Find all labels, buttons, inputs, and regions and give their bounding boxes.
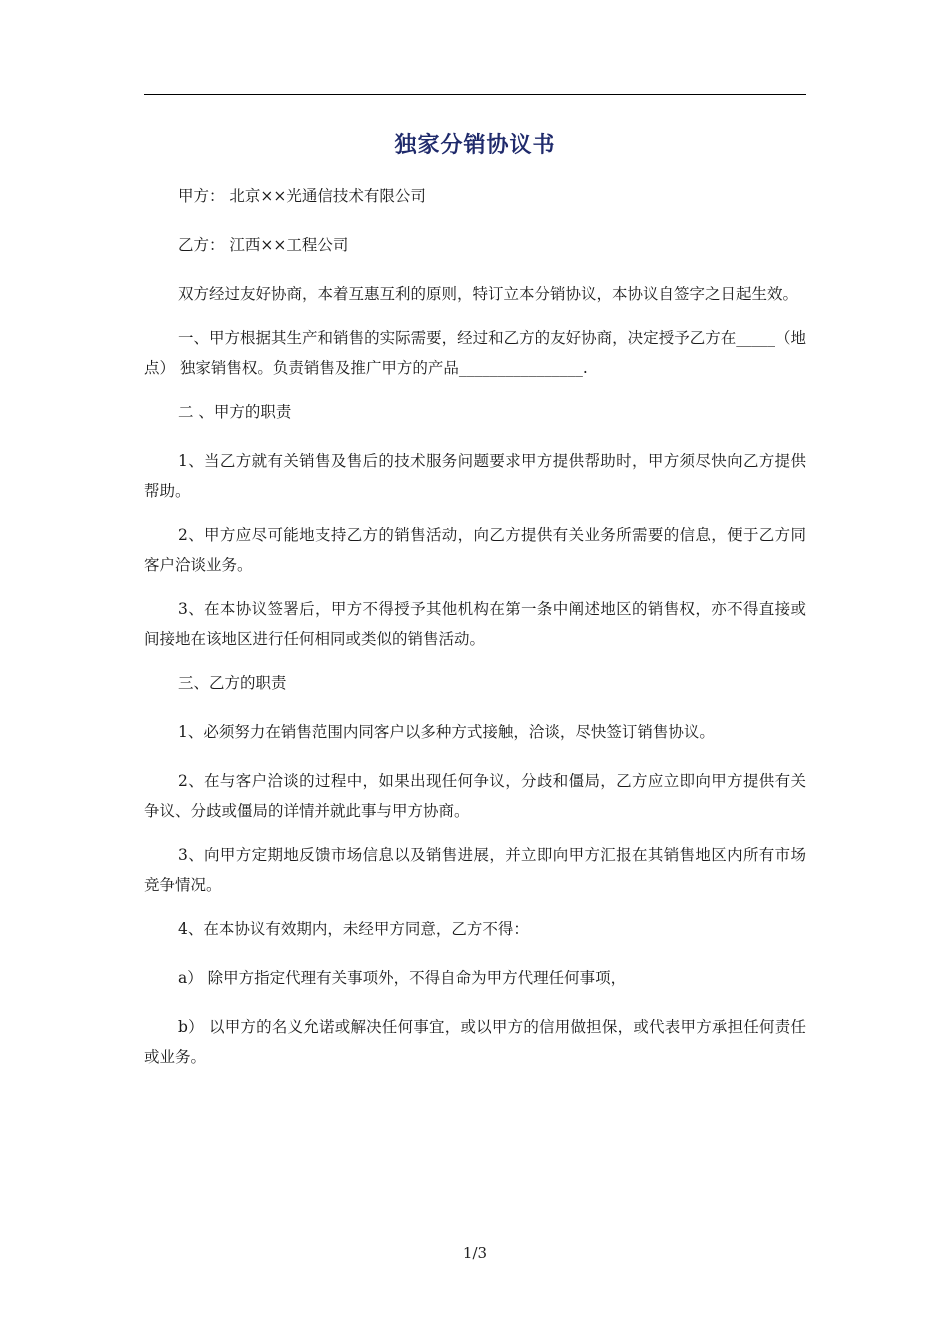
section-2-heading: 二 、甲方的职责 [178,403,292,421]
preamble-paragraph: 双方经过友好协商，本着互惠互利的原则，特订立本分销协议，本协议自签字之日起生效。 [178,285,799,303]
section-2-item-3: 3、在本协议签署后，甲方不得授予其他机构在第一条中阐述地区的销售权，亦不得直接或间接地在该地区进行任何相同或类似的销售活动。 [144,600,806,648]
clause-1-paragraph: 一、甲方根据其生产和销售的实际需要，经过和乙方的友好协商，决定授予乙方在_____（地点） 独家销售权。负责销售及推广甲方的产品________________. [144,329,806,377]
section-2-item-2: 2、甲方应尽可能地支持乙方的销售活动，向乙方提供有关业务所需要的信息，便于乙方同客户洽谈业务。 [144,526,806,574]
section-3-item-1: 1、必须努力在销售范围内同客户以多种方式接触，洽谈，尽快签订销售协议。 [178,723,715,741]
section-3-heading: 三、乙方的职责 [178,674,287,692]
section-3-item-3: 3、向甲方定期地反馈市场信息以及销售进展，并立即向甲方汇报在其销售地区内所有市场竞争情况。 [144,846,806,894]
page-number: 1/3 [462,1244,488,1262]
document-title: 独家分销协议书 [394,132,556,158]
party-a-line: 甲方： 北京××光通信技术有限公司 [178,187,426,205]
party-b-line: 乙方： 江西××工程公司 [178,236,349,254]
section-2-item-1: 1、当乙方就有关销售及售后的技术服务问题要求甲方提供帮助时，甲方须尽快向乙方提供帮助。 [144,452,806,500]
document-body [144,181,806,1086]
header-rule [144,94,806,95]
sub-item-a: a） 除甲方指定代理有关事项外，不得自命为甲方代理任何事项， [178,969,627,987]
section-3-item-2: 2、在与客户洽谈的过程中，如果出现任何争议，分歧和僵局，乙方应立即向甲方提供有关争议、分歧或僵局的详情并就此事与甲方协商。 [144,772,806,820]
section-3-item-4: 4、在本协议有效期内，未经甲方同意，乙方不得： [178,920,529,938]
sub-item-b: b） 以甲方的名义允诺或解决任何事宜，或以甲方的信用做担保，或代表甲方承担任何责任或业务。 [144,1018,806,1066]
